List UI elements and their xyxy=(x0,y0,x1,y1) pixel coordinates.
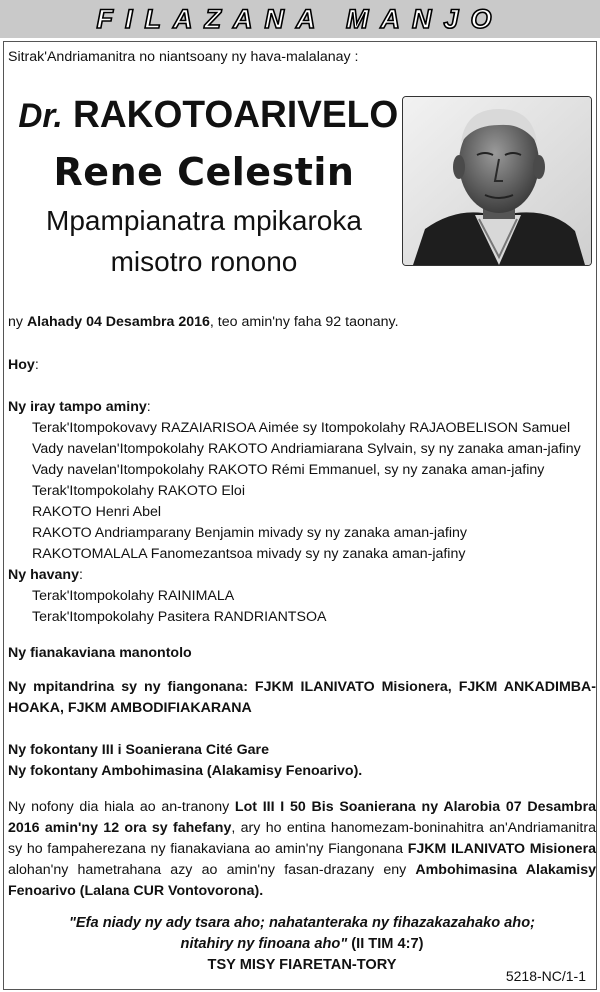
burial-paragraph xyxy=(8,797,596,902)
family-member: Vady navelan'Itompokolahy RAKOTO Andriamiarana Sylvain, sy ny zanaka aman-jafiny xyxy=(32,441,581,457)
burial-bold: 2016 amin'ny 12 ora sy fahefany xyxy=(8,820,232,836)
fokontany-line: Ny fokontany III i Soanierana Cité Gare xyxy=(8,742,269,758)
verse-line2 xyxy=(8,934,596,955)
date-suffix: , teo amin'ny faha 92 taonany. xyxy=(209,314,399,330)
family-member: RAKOTOMALALA Fanomezantsoa mivady sy ny zanaka aman-jafiny xyxy=(32,546,466,562)
burial-text: Ny nofony dia hiala ao an-tranony xyxy=(8,799,235,815)
date-line xyxy=(8,312,399,333)
family-heading-text: Ny iray tampo aminy xyxy=(8,399,147,415)
burial-text: sy ho fampaherezana ny fianakaviana ao amin'ny Fiangonana xyxy=(8,841,408,857)
hoy-text: Hoy xyxy=(8,357,35,373)
verse-reference: (II TIM 4:7) xyxy=(347,936,424,952)
burial-text: alohan'ny hametrahana azy ao amin'ny fasan-drazany eny xyxy=(8,862,416,878)
relative-member: Terak'Itompokolahy Pasitera RANDRIANTSOA xyxy=(32,609,327,625)
church-line: Ny mpitandrina sy ny fiangonana: FJKM ILANIVATO Misionera, FJKM ANKADIMBA- xyxy=(8,679,596,695)
notice-header xyxy=(0,0,600,38)
notice-reference: 5218-NC/1-1 xyxy=(505,968,586,984)
family-member: Terak'Itompokolahy RAKOTO Eloi xyxy=(32,483,245,499)
header-title: FILAZANA MANJO xyxy=(96,3,504,34)
family-member: RAKOTO Henri Abel xyxy=(32,504,162,520)
name-prefix: Dr. xyxy=(18,97,63,135)
church-line: HOAKA, FJKM AMBODIFIAKARANA xyxy=(8,700,252,716)
family-heading: Ny iray tampo aminy: xyxy=(8,399,151,415)
verse-text: nitahiry ny finoana aho" xyxy=(180,936,348,952)
burial-line xyxy=(8,860,596,881)
intro-text: Sitrak'Andriamanitra no niantsoany ny hava-malalanay : xyxy=(8,49,359,65)
hoy-label: Hoy: xyxy=(8,357,39,373)
burial-line xyxy=(8,839,596,860)
family-member: Terak'Itompokovavy RAZAIARISOA Aimée sy Itompokolahy RAJAOBELISON Samuel xyxy=(32,420,571,436)
burial-bold: Ambohimasina Alakamisy xyxy=(415,862,596,878)
fianakaviana-line: Ny fianakaviana manontolo xyxy=(8,645,192,661)
burial-text: , ary ho entina hanomezam-boninahitra an'Andriamanitra xyxy=(231,820,596,836)
death-date: Alahady 04 Desambra 2016 xyxy=(26,314,210,330)
relatives-heading-text: Ny havany xyxy=(8,567,79,583)
fokontany-line: Ny fokontany Ambohimasina (Alakamisy Fenoarivo). xyxy=(8,763,363,779)
relatives-heading: Ny havany: xyxy=(8,567,83,583)
family-member: Vady navelan'Itompokolahy RAKOTO Rémi Emmanuel, sy ny zanaka aman-jafiny xyxy=(32,462,545,478)
burial-bold: Lot III I 50 Bis Soanierana ny Alarobia 07 Desambra xyxy=(234,799,596,815)
verse-line1: "Efa niady ny ady tsara aho; nahatanteraka ny fihazakazahako aho; xyxy=(69,915,535,931)
deceased-surname: RAKOTOARIVELO xyxy=(73,94,399,136)
burial-line xyxy=(8,818,596,839)
deceased-title-line1: Mpampianatra mpikaroka xyxy=(46,205,362,236)
burial-line xyxy=(8,797,596,818)
family-member: RAKOTO Andriamparany Benjamin mivady sy ny zanaka aman-jafiny xyxy=(32,525,468,541)
burial-bold: FJKM ILANIVATO Misionera xyxy=(407,841,596,857)
date-prefix: ny xyxy=(8,314,27,330)
burial-bold: Fenoarivo (Lalana CUR Vontovorona). xyxy=(8,883,264,899)
verse-line3: TSY MISY FIARETAN-TORY xyxy=(207,957,397,973)
deceased-given-names: Rene Celestin xyxy=(53,150,355,194)
burial-line xyxy=(8,881,596,902)
deceased-title-line2: misotro ronono xyxy=(110,246,298,277)
deceased-name-line1 xyxy=(18,90,399,141)
deceased-portrait xyxy=(402,96,592,266)
relative-member: Terak'Itompokolahy RAINIMALA xyxy=(32,588,235,604)
church-paragraph xyxy=(8,677,596,719)
portrait-image xyxy=(403,97,591,265)
